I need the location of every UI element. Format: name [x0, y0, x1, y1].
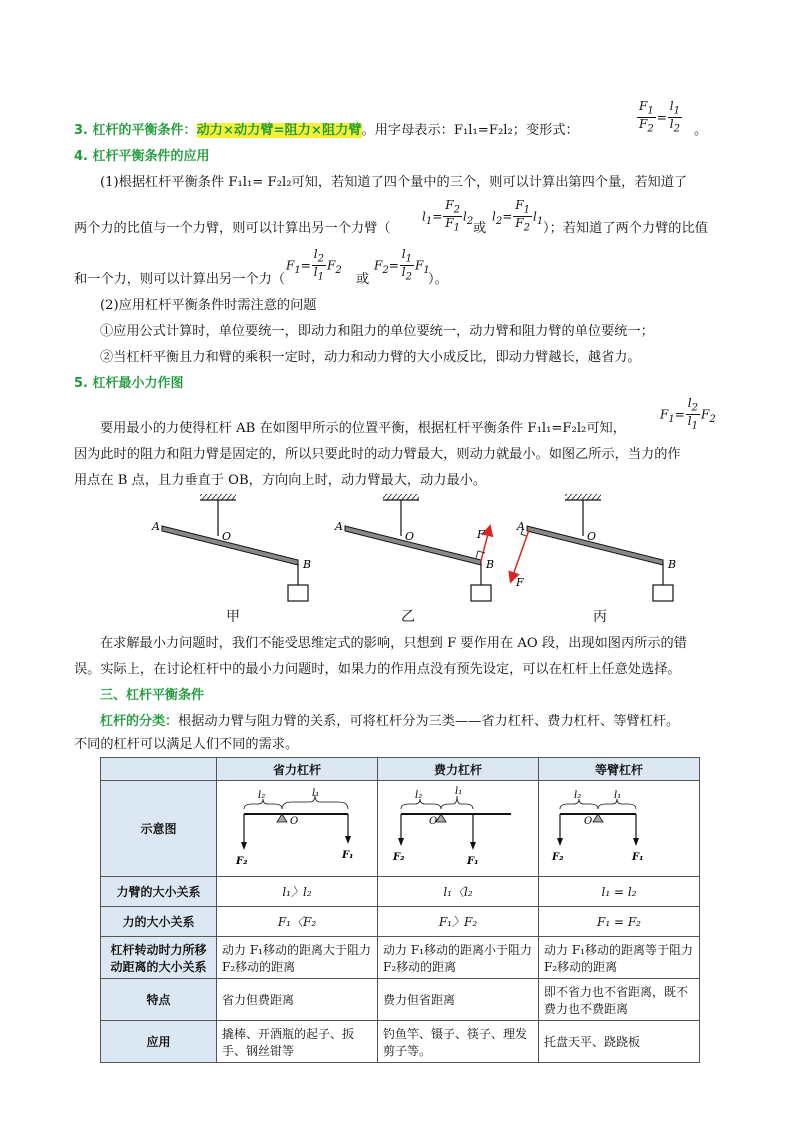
table-header-row: [101, 758, 700, 781]
diag-cost-o: O: [429, 816, 438, 827]
distance-save: 动力 F₁移动的距离大于阻力 F₂移动的距离: [217, 937, 378, 979]
label-f-bing: F: [516, 576, 524, 589]
caption-bing: 丙: [593, 609, 607, 625]
sec-three-lead: 杠杆的分类：: [100, 714, 179, 729]
sec3-end: 。: [694, 123, 708, 138]
sec4-formula-f2: $F_2=$ $\frac{l_1}{l_2}$ $F_1$: [374, 247, 430, 283]
sec3-title: 3. 杠杆的平衡条件：: [74, 123, 197, 138]
diag-equal-l2: l₂: [574, 790, 582, 801]
row-label-arm: 力臂的大小关系: [101, 877, 217, 907]
sec4-p2: (2)应用杠杆平衡条件时需注意的问题: [100, 298, 317, 313]
sec3-ratio-formula: $\frac{F_1}{F_2}$ = $\frac{l_1}{l_2}$: [639, 99, 680, 135]
distance-equal: 动力 F₁移动的距离等于阻力 F₂移动的距离: [539, 937, 700, 979]
row-label-distance: 杠杆转动时力所移动距离的大小关系: [101, 937, 217, 979]
sec5-p2: 因为此时的阻力和阻力臂是固定的，所以只要此时的动力臂最大，则动力就最小。如图乙所示，当力的作: [74, 447, 681, 462]
application-save: 撬棒、开酒瓶的起子、扳手、钢丝钳等: [217, 1021, 378, 1063]
label-a-jia: A: [152, 520, 160, 533]
sec4-formula-l2: $l_2=$ $\frac{F_1}{F_2}$ $l_1$: [492, 198, 544, 234]
lever-figures: [140, 490, 700, 630]
diagram-cell-save: [217, 781, 378, 877]
row-label-force: 力的大小关系: [101, 907, 217, 937]
sec4-p1b-end: ）；若知道了两个力臂的比值: [543, 221, 708, 236]
sec4-title: 4. 杠杆平衡条件的应用: [74, 149, 210, 164]
sec4-p1b-or: 或: [473, 221, 487, 236]
table-header-equal-arm: 等臂杠杆: [539, 758, 700, 781]
sec-three-text1: 根据动力臂与阻力臂的关系，可将杠杆分为三类——省力杠杆、费力杠杆、等臂杠杆。: [178, 714, 680, 729]
sec5-p3: 用点在 B 点，且力垂直于 OB，方向向上时，动力臂最大，动力最小。: [74, 473, 487, 488]
table-row-arm: [101, 877, 700, 907]
application-equal: 托盘天平、跷跷板: [539, 1021, 700, 1063]
lever-diagram-equal: [544, 784, 694, 870]
arm-cost: l₁〈l₂: [378, 877, 539, 907]
arm-equal: l₁ = l₂: [539, 877, 700, 907]
row-label-feature: 特点: [101, 979, 217, 1021]
diagram-cell-cost: [378, 781, 539, 877]
diag-equal-f2: F₂: [552, 852, 564, 863]
sec4-p1a: (1)根据杠杆平衡条件 F₁l₁= F₂l₂可知，若知道了四个量中的三个，则可以计算出第四个量，若知道了: [100, 175, 688, 190]
row-label-diagram: 示意图: [101, 781, 217, 877]
lever-fig-bing: [512, 494, 676, 601]
diag-save-l2: l₂: [258, 790, 266, 801]
label-b-bing: B: [668, 558, 677, 571]
table-row-diagram: [101, 781, 700, 877]
sec5-formula: $F_1=$ $\frac{l_2}{l_1}$ $F_2$: [660, 396, 716, 432]
sec4-p4: ②当杠杆平衡且力和臂的乘积一定时，动力和动力臂的大小成反比，即动力臂越长，越省力。: [100, 350, 641, 365]
sec3-text: 。用字母表示：F₁l₁=F₂l₂；变形式：: [361, 123, 579, 138]
sec4-formula-f1: $F_1=$ $\frac{l_2}{l_1}$ $F_2$: [286, 247, 342, 283]
diagram-cell-equal: [539, 781, 700, 877]
lever-diagram-save: [222, 784, 372, 870]
application-cost: 钓鱼竿、镊子、筷子、理发剪子等。: [378, 1021, 539, 1063]
sec5-p5: 误。实际上，在讨论杠杆中的最小力问题时，如果力的作用点没有预先设定，可以在杠杆上任意处选择。: [74, 662, 681, 677]
lever-fig-yi: [334, 494, 494, 601]
distance-cost: 动力 F₁移动的距离小于阻力 F₂移动的距离: [378, 937, 539, 979]
lever-types-table: [100, 757, 700, 1063]
sec-three-title: 三、杠杆平衡条件: [100, 688, 205, 703]
force-equal: F₁ = F₂: [539, 907, 700, 937]
sec4-p1c-end: ）。: [428, 272, 448, 287]
label-o-bing: O: [587, 530, 597, 543]
arm-save: l₁〉l₂: [217, 877, 378, 907]
table-header-save-force: 省力杠杆: [217, 758, 378, 781]
diag-cost-l2: l₂: [415, 790, 423, 801]
sec5-title: 5. 杠杆最小力作图: [74, 376, 184, 391]
label-o-jia: O: [222, 530, 232, 543]
diag-equal-f1: F₁: [632, 852, 644, 863]
lever-fig-jia: [151, 494, 311, 601]
table-header-empty: [101, 758, 217, 781]
sec4-p1c-or: 或: [356, 272, 370, 287]
table-row-force: [101, 907, 700, 937]
force-save: F₁〈F₂: [217, 907, 378, 937]
diag-cost-f2: F₂: [393, 852, 405, 863]
sec3-line: [74, 121, 734, 141]
diag-save-l1: l₁: [312, 788, 320, 799]
sec5-p4: 在求解最小力问题时，我们不能受思维定式的影响，只想到 F 要作用在 AO 段，出现如图丙所示的错: [100, 636, 687, 651]
label-o-yi: O: [405, 530, 415, 543]
label-a-yi: A: [335, 520, 343, 533]
feature-save: 省力但费距离: [217, 979, 378, 1021]
sec4-p1c: 和一个力，则可以计算出另一个力（: [74, 272, 285, 287]
sec-three-text2: 不同的杠杆可以满足人们不同的需求。: [74, 737, 299, 752]
label-f-yi: F: [477, 528, 485, 541]
diag-save-f1: F₁: [342, 850, 354, 861]
sec-three-line: [100, 712, 760, 732]
table-row-feature: [101, 979, 700, 1021]
diag-equal-l1: l₁: [614, 790, 622, 801]
lever-diagram-cost: [383, 784, 533, 870]
sec5-p1: 要用最小的力使得杠杆 AB 在如图甲所示的位置平衡，根据杠杆平衡条件 F₁l₁=F₂l₂可知，: [100, 421, 626, 436]
sec3-highlight: 动力×动力臂=阻力×阻力臂: [196, 123, 362, 138]
diag-save-f2: F₂: [236, 856, 248, 867]
diag-cost-f1: F₁: [467, 856, 479, 867]
sec4-p1b: 两个力的比值与一个力臂，则可以计算出另一个力臂（: [74, 221, 391, 236]
table-row-distance: [101, 937, 700, 979]
sec4-p3: ①应用公式计算时，单位要统一，即动力和阻力的单位要统一，动力臂和阻力臂的单位要统一；: [100, 324, 654, 339]
caption-yi: 乙: [401, 609, 415, 625]
label-b-jia: B: [303, 558, 312, 571]
force-cost: F₁〉F₂: [378, 907, 539, 937]
sec4-formula-l1: $l_1=$ $\frac{F_2}{F_1}$ $l_2$: [422, 198, 474, 234]
label-a-bing: A: [517, 520, 525, 533]
label-b-yi: B: [486, 558, 495, 571]
diag-equal-o: O: [584, 816, 593, 827]
diag-save-o: O: [290, 816, 299, 827]
table-row-application: [101, 1021, 700, 1063]
caption-jia: 甲: [226, 609, 240, 625]
feature-equal: 即不省力也不省距离，既不费力也不费距离: [539, 979, 700, 1021]
feature-cost: 费力但省距离: [378, 979, 539, 1021]
row-label-application: 应用: [101, 1021, 217, 1063]
table-header-cost-force: 费力杠杆: [378, 758, 539, 781]
diag-cost-l1: l₁: [455, 786, 463, 797]
